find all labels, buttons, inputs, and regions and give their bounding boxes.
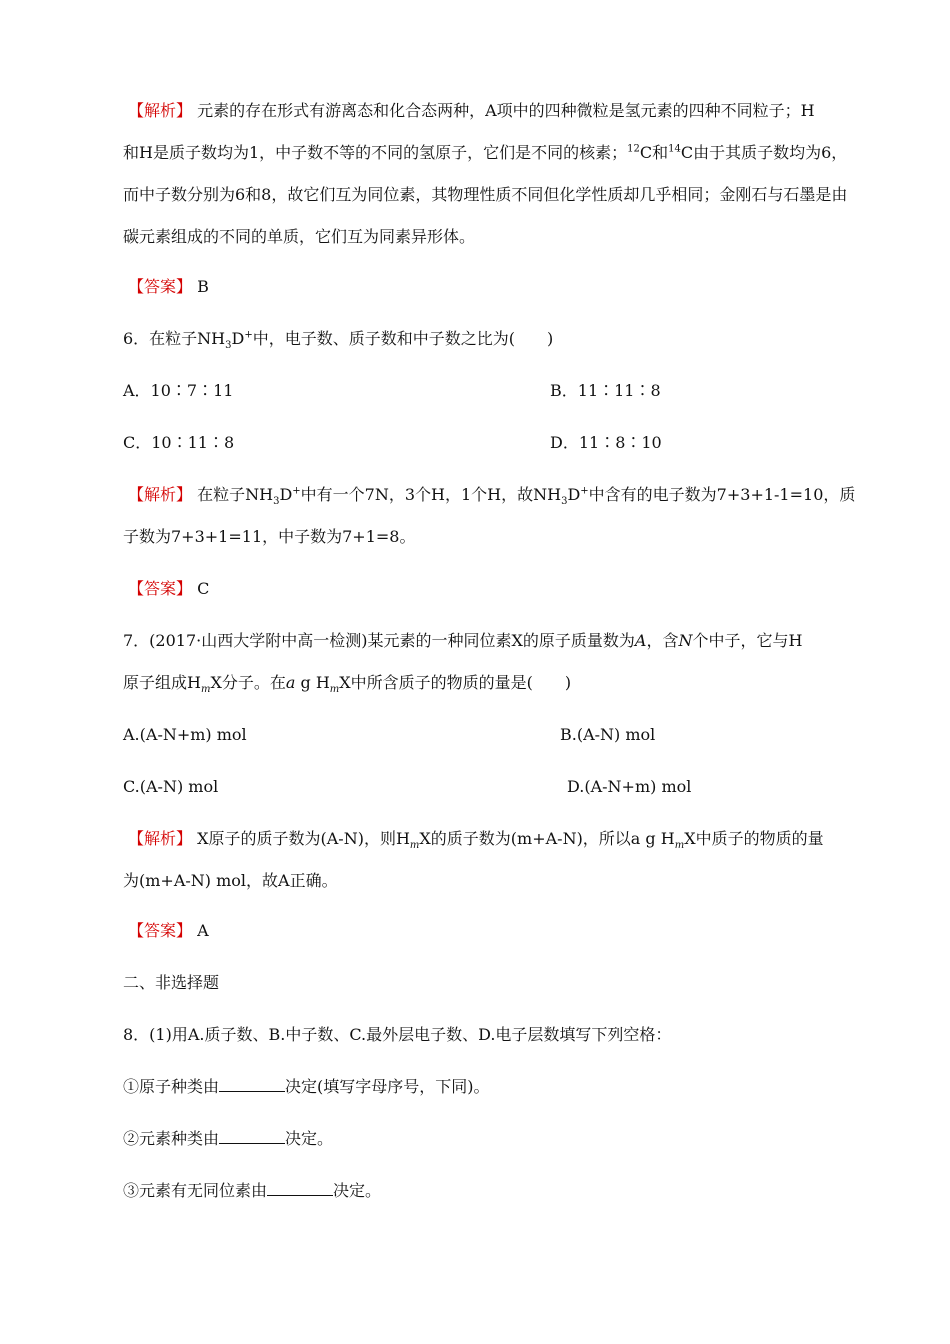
item-text: 决定。 bbox=[333, 1181, 382, 1200]
answer-line bbox=[128, 579, 209, 599]
subscript-m: m bbox=[200, 684, 211, 696]
analysis-text: 中有一个7N，3个H，1个H，故NH bbox=[300, 485, 562, 504]
subscript: 3 bbox=[561, 496, 568, 508]
analysis-text: X原子的质子数为(A-N)，则H bbox=[197, 829, 410, 848]
analysis-tag: 【解析】 bbox=[128, 829, 193, 848]
superscript: + bbox=[580, 485, 589, 497]
question-8-item-3 bbox=[123, 1181, 381, 1201]
question-text: 中，电子数、质子数和中子数之比为( ) bbox=[252, 329, 554, 348]
question-text: 个中子，它与H bbox=[692, 631, 803, 650]
answer-line bbox=[128, 277, 209, 297]
item-text: 决定。 bbox=[285, 1129, 334, 1148]
question-8-item-2 bbox=[123, 1129, 333, 1149]
answer-value: A bbox=[197, 921, 209, 940]
question-8-item-1 bbox=[123, 1077, 490, 1097]
option-b: B．11∶11∶8 bbox=[550, 381, 661, 400]
superscript: + bbox=[292, 485, 301, 497]
item-text: ③元素有无同位素由 bbox=[123, 1181, 268, 1200]
answer-tag: 【答案】 bbox=[128, 277, 193, 296]
question-8-stem: 8．(1)用A.质子数、B.中子数、C.最外层电子数、D.电子层数填写下列空格： bbox=[123, 1025, 672, 1044]
question-text: 6．在粒子NH bbox=[123, 329, 226, 348]
analysis-tag: 【解析】 bbox=[128, 485, 193, 504]
section-heading: 二、非选择题 bbox=[123, 973, 220, 992]
analysis-line-2 bbox=[123, 143, 847, 163]
option-d: D.(A-N+m) mol bbox=[567, 777, 692, 796]
subscript-m: m bbox=[329, 684, 340, 696]
question-text: X中所含质子的物质的量是( ) bbox=[339, 673, 572, 692]
analysis-text: 和H是质子数均为1，中子数不等的不同的氢原子，它们是不同的核素； bbox=[123, 143, 628, 162]
analysis-line-2: 为(m+A-N) mol，故A正确。 bbox=[123, 871, 338, 890]
analysis-line-3: 而中子数分别为6和8，故它们互为同位素，其物理性质不同但化学性质却几乎相同；金刚石与石墨是由 bbox=[123, 185, 848, 204]
analysis-line-2: 子数为7+3+1=11，中子数为7+1=8。 bbox=[123, 527, 416, 546]
analysis-line-4: 碳元素组成的不同的单质，它们互为同素异形体。 bbox=[123, 227, 476, 246]
answer-value: B bbox=[197, 277, 209, 296]
analysis-text: C和 bbox=[639, 143, 669, 162]
item-text: 决定(填写字母序号，下同)。 bbox=[285, 1077, 490, 1096]
analysis-text: 元素的存在形式有游离态和化合态两种，A项中的四种微粒是氢元素的四种不同粒子；H bbox=[197, 101, 815, 120]
item-text: ①原子种类由 bbox=[123, 1077, 220, 1096]
variable-n: N bbox=[678, 631, 693, 650]
superscript: 14 bbox=[668, 143, 681, 155]
answer-tag: 【答案】 bbox=[128, 921, 193, 940]
subscript-m: m bbox=[674, 840, 685, 852]
question-7-line-1 bbox=[123, 631, 802, 651]
variable-mass-a: a bbox=[285, 673, 296, 692]
answer-tag: 【答案】 bbox=[128, 579, 193, 598]
analysis-text: 在粒子NH bbox=[197, 485, 274, 504]
analysis-line-1 bbox=[128, 101, 815, 121]
analysis-tag: 【解析】 bbox=[128, 101, 193, 120]
question-text: g H bbox=[295, 673, 330, 692]
subscript: 3 bbox=[225, 340, 232, 352]
question-text: D bbox=[231, 329, 245, 348]
option-d: D．11∶8∶10 bbox=[550, 433, 662, 452]
variable-a: A bbox=[634, 631, 647, 650]
question-text: ，含 bbox=[646, 631, 679, 650]
analysis-text: X的质子数为(m+A-N)，所以a g H bbox=[419, 829, 675, 848]
answer-line bbox=[128, 921, 209, 941]
answer-blank[interactable] bbox=[267, 1181, 333, 1196]
analysis-text: C由于其质子数均为6， bbox=[680, 143, 848, 162]
option-b: B.(A-N) mol bbox=[560, 725, 656, 744]
answer-value: C bbox=[197, 579, 210, 598]
analysis-text: X中质子的物质的量 bbox=[684, 829, 824, 848]
question-text: 原子组成H bbox=[123, 673, 201, 692]
option-c: C.(A-N) mol bbox=[123, 777, 219, 796]
answer-blank[interactable] bbox=[219, 1077, 285, 1092]
subscript-m: m bbox=[409, 840, 420, 852]
question-6-stem bbox=[123, 329, 554, 352]
superscript: 12 bbox=[627, 143, 640, 155]
analysis-text: 中含有的电子数为7+3+1-1=10，质 bbox=[588, 485, 856, 504]
answer-blank[interactable] bbox=[219, 1129, 285, 1144]
option-a: A.(A-N+m) mol bbox=[123, 725, 247, 744]
analysis-line-1 bbox=[128, 485, 856, 508]
analysis-text: D bbox=[279, 485, 293, 504]
analysis-text: D bbox=[567, 485, 581, 504]
item-text: ②元素种类由 bbox=[123, 1129, 220, 1148]
question-7-line-2 bbox=[123, 673, 572, 696]
subscript: 3 bbox=[273, 496, 280, 508]
option-a: A．10∶7∶11 bbox=[123, 381, 234, 400]
question-text: X分子。在 bbox=[210, 673, 286, 692]
superscript: + bbox=[244, 329, 253, 341]
option-c: C．10∶11∶8 bbox=[123, 433, 235, 452]
analysis-line-1 bbox=[128, 829, 824, 852]
question-text: 7．(2017·山西大学附中高一检测)某元素的一种同位素X的原子质量数为 bbox=[123, 631, 635, 650]
